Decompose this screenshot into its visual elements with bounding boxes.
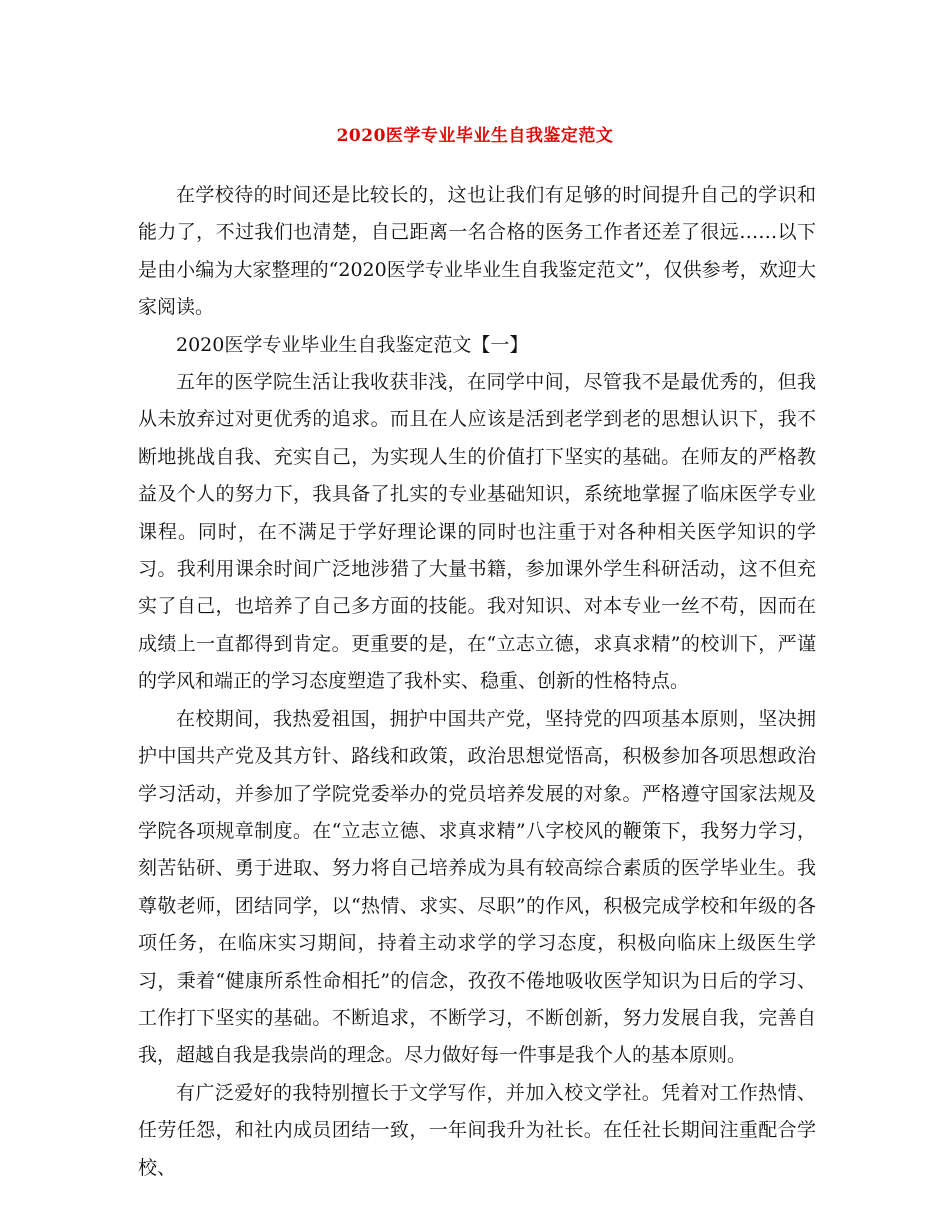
intro-paragraph: 在学校待的时间还是比较长的，这也让我们有足够的时间提升自己的学识和能力了，不过我们也清楚，自己距离一名合格的医务工作者还差了很远……以下是由小编为大家整理的“2020医学专业毕业生自我鉴定范文”，仅供参考，欢迎大家阅读。 <box>138 184 816 319</box>
document-body <box>138 177 816 1187</box>
body-paragraph: 五年的医学院生活让我收获非浅，在同学中间，尽管我不是最优秀的，但我从未放弃过对更优秀的追求。而且在人应该是活到老学到老的思想认识下，我不断地挑战自我、充实自己，为实现人生的价值打下坚实的基础。在师友的严格教益及个人的努力下，我具备了扎实的专业基础知识，系统地掌握了临床医学专业课程。同时，在不满足于学好理论课的同时也注重于对各种相关医学知识的学习。我利用课余时间广泛地涉猎了大量书籍，参加课外学生科研活动，这不但充实了自己，也培养了自己多方面的技能。我对知识、对本专业一丝不苟，因而在成绩上一直都得到肯定。更重要的是，在“立志立德，求真求精”的校训下，严谨的学风和端正的学习态度塑造了我朴实、稳重、创新的性格特点。 <box>138 371 816 693</box>
document-title: 2020医学专业毕业生自我鉴定范文 <box>336 126 614 146</box>
section-heading: 2020医学专业毕业生自我鉴定范文【一】 <box>176 333 529 356</box>
body-paragraph: 在校期间，我热爱祖国，拥护中国共产党，坚持党的四项基本原则，坚决拥护中国共产党及其方针、路线和政策，政治思想觉悟高，积极参加各项思想政治学习活动，并参加了学院党委举办的党员培养发展的对象。严格遵守国家法规及学院各项规章制度。在“立志立德、求真求精”八字校风的鞭策下，我努力学习，刻苦钻研、勇于进取、努力将自己培养成为具有较高综合素质的医学毕业生。我尊敬老师，团结同学，以“热情、求实、尽职”的作风，积极完成学校和年级的各项任务，在临床实习期间，持着主动求学的学习态度，积极向临床上级医生学习，秉着“健康所系性命相托”的信念，孜孜不倦地吸收医学知识为日后的学习、工作打下坚实的基础。不断追求，不断学习，不断创新，努力发展自我，完善自我，超越自我是我崇尚的理念。尽力做好每一件事是我个人的基本原则。 <box>138 707 816 1067</box>
body-paragraph: 有广泛爱好的我特别擅长于文学写作，并加入校文学社。凭着对工作热情、任劳任怨，和社内成员团结一致，一年间我升为社长。在任社长期间注重配合学校、 <box>138 1081 816 1179</box>
